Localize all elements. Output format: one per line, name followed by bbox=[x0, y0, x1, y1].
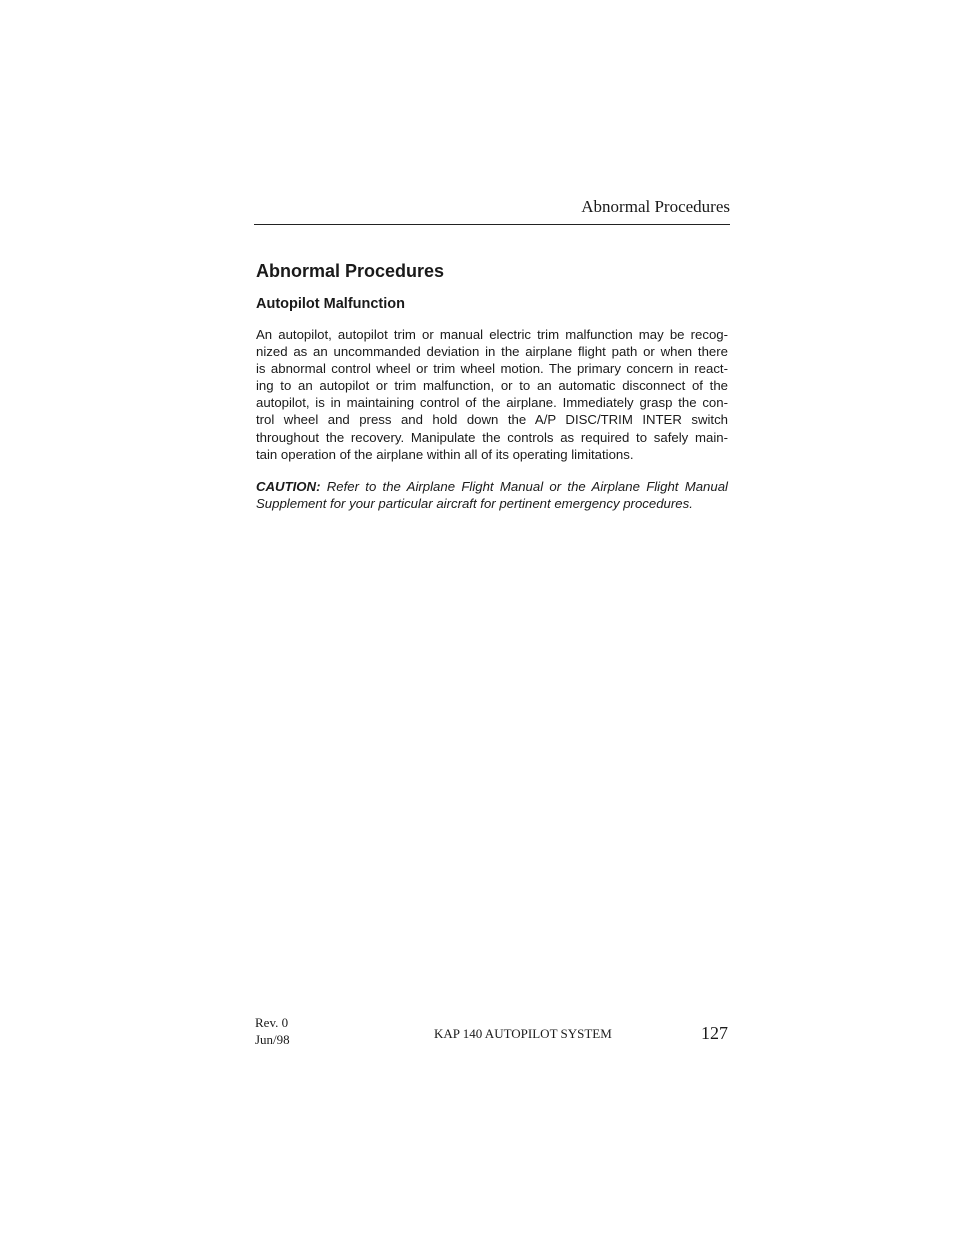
footer-document-title: KAP 140 AUTOPILOT SYSTEM bbox=[434, 1026, 612, 1041]
page-number: 127 bbox=[701, 1023, 728, 1043]
body-line: is abnormal control wheel or trim wheel motion. The primary concern in react- bbox=[256, 361, 728, 377]
footer-revision bbox=[255, 1014, 290, 1048]
header-divider bbox=[254, 224, 730, 225]
body-paragraph bbox=[256, 326, 728, 463]
body-line: An autopilot, autopilot trim or manual electric trim malfunction may be recog- bbox=[256, 327, 728, 342]
body-line: trol wheel and press and hold down the A/P DISC/TRIM INTER switch bbox=[256, 412, 728, 428]
section-title: Abnormal Procedures bbox=[256, 261, 445, 281]
revision-number: Rev. 0 bbox=[255, 1015, 289, 1030]
caution-note bbox=[256, 478, 728, 512]
caution-line bbox=[256, 478, 728, 495]
caution-text: Refer to the Airplane Flight Manual or the Airplane Flight Manual bbox=[326, 479, 728, 494]
subsection-title: Autopilot Malfunction bbox=[256, 296, 405, 312]
body-line: tain operation of the airplane within all of its operating limitations. bbox=[256, 446, 634, 462]
body-line: nized as an uncommanded deviation in the airplane flight path or when there bbox=[256, 344, 728, 360]
caution-line: Supplement for your particular aircraft for pertinent emergency procedures. bbox=[256, 496, 693, 512]
body-line: throughout the recovery. Manipulate the controls as required to safely main- bbox=[256, 429, 728, 445]
body-line: autopilot, is in maintaining control of the airplane. Immediately grasp the con- bbox=[256, 395, 728, 411]
revision-date: Jun/98 bbox=[255, 1032, 290, 1047]
body-line: ing to an autopilot or trim malfunction, or to an automatic disconnect of the bbox=[256, 378, 728, 394]
running-header: Abnormal Procedures bbox=[581, 197, 730, 216]
caution-label: CAUTION: bbox=[256, 479, 321, 494]
